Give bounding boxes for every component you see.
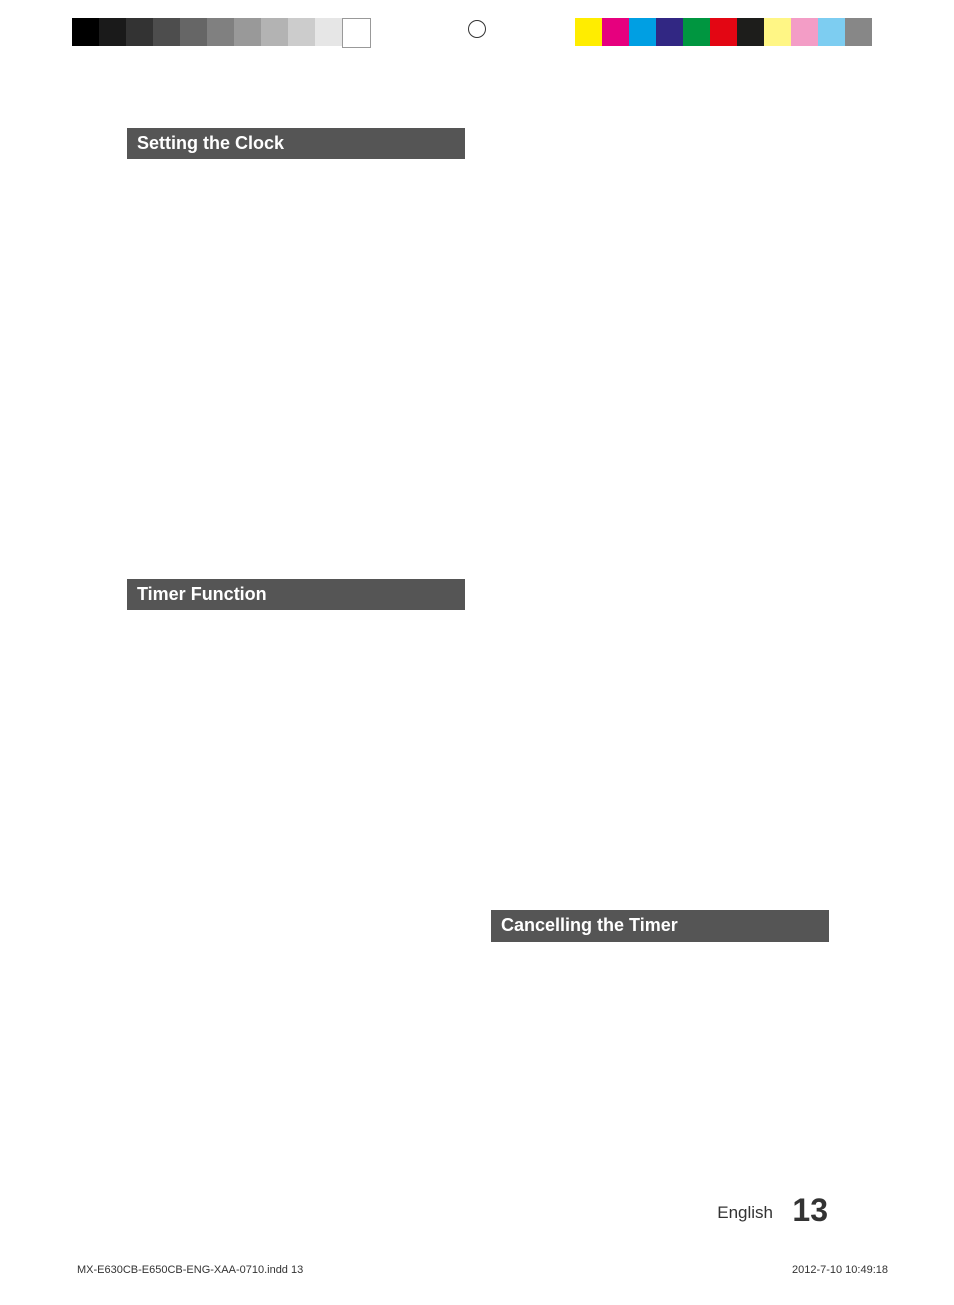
registration-mark <box>468 20 486 38</box>
section-heading-clock: Setting the Clock <box>127 128 465 159</box>
section-heading-timer: Timer Function <box>127 579 465 610</box>
footer-timestamp: 2012-7-10 10:49:18 <box>791 1264 888 1276</box>
content-area <box>127 128 827 954</box>
footer-file: MX-E630CB-E650CB-ENG-XAA-0710.indd 13 <box>77 1264 304 1276</box>
color-bar <box>575 18 872 46</box>
language-label: English <box>717 1203 773 1222</box>
grayscale-bar <box>72 18 371 46</box>
section-heading-cancel: Cancelling the Timer <box>491 910 829 941</box>
print-footer <box>77 1264 888 1276</box>
page-number: 13 <box>792 1192 828 1228</box>
